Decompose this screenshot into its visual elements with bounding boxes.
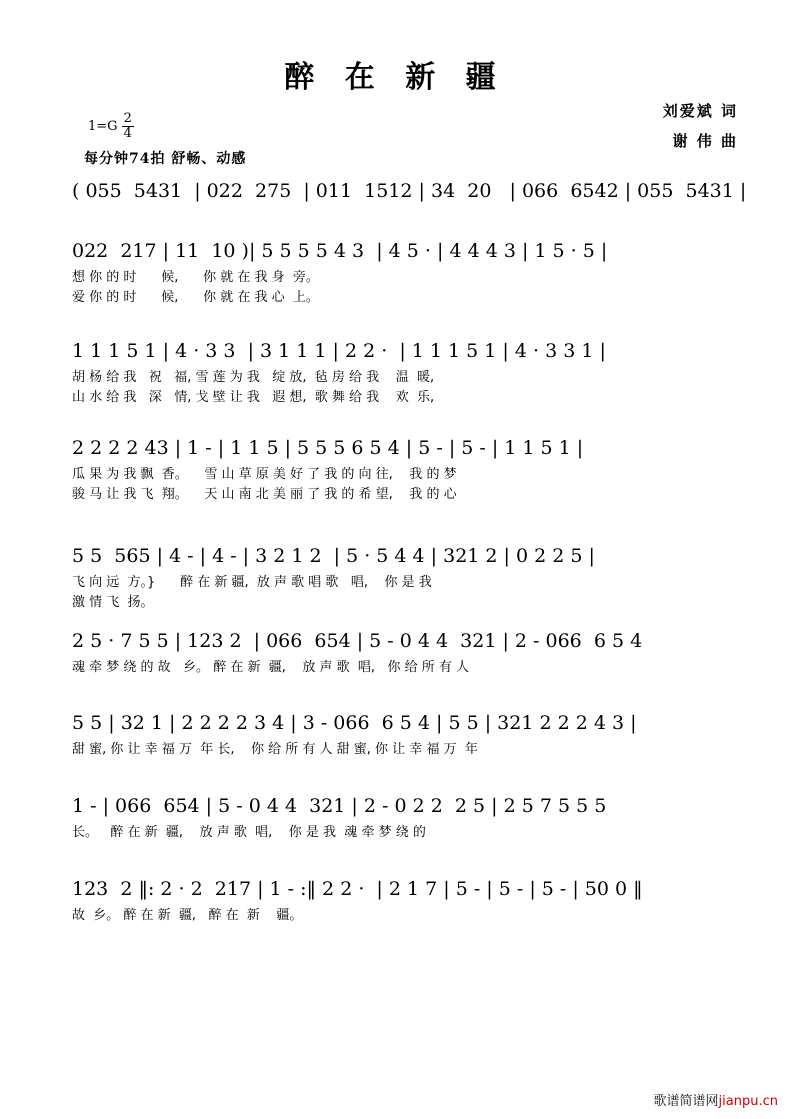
lyric-line-1: 长。 醉 在 新 疆, 放 声 歌 唱, 你 是 我 魂 牵 梦 绕 的 bbox=[72, 825, 426, 840]
note-row: 2 2 2 2 43 | 1 - | 1 1 5 | 5 5 5 6 5 4 | 5 - | 5 - | 1 1 5 1 | bbox=[72, 437, 584, 459]
note-row: 5 5 565 | 4 - | 4 - | 3 2 1 2 | 5 · 5 4 4 | 321 2 | 0 2 2 5 | bbox=[72, 545, 595, 567]
lyric-line-1: 故 乡。 醉 在 新 疆, 醉 在 新 疆。 bbox=[72, 908, 303, 923]
music-system-9 bbox=[72, 878, 738, 926]
lyric-line-2: 激 情 飞 扬。 bbox=[72, 595, 154, 610]
lyric-line-2: 山 水 给 我 深 情, 戈 壁 让 我 遐 想, 歌 舞 给 我 欢 乐, bbox=[72, 390, 435, 405]
lyric-line-2: 骏 马 让 我 飞 翔。 天 山 南 北 美 丽 了 我 的 希 望, 我 的 心 bbox=[72, 487, 457, 502]
lyric-line-1: 飞 向 远 方。} 醉 在 新 疆, 放 声 歌 唱 歌 唱, 你 是 我 bbox=[72, 575, 432, 590]
lyric-line-1: 想 你 的 时 候, 你 就 在 我 身 旁。 bbox=[72, 270, 319, 285]
watermark-url: jianpu.cn bbox=[718, 1094, 778, 1109]
music-system-6 bbox=[72, 630, 738, 678]
watermark-site-name: 歌谱简谱网 bbox=[653, 1094, 719, 1109]
music-system-8 bbox=[72, 795, 738, 843]
key-signature bbox=[88, 112, 134, 140]
lyric-line-1: 魂 牵 梦 绕 的 故 乡。 醉 在 新 疆, 放 声 歌 唱, 你 给 所 有 人 bbox=[72, 660, 469, 675]
page-title: 醉 在 新 疆 bbox=[284, 60, 506, 95]
lyric-line-2: 爱 你 的 时 候, 你 就 在 我 心 上。 bbox=[72, 290, 319, 305]
tempo-marking: 每分钟74拍 舒畅、动感 bbox=[84, 151, 247, 167]
music-system-7 bbox=[72, 712, 738, 760]
note-row: 022 217 | 11 10 )| 5 5 5 5 4 3 | 4 5 · | 4 4 4 3 | 1 5 · 5 | bbox=[72, 240, 608, 262]
time-signature-numerator: 2 bbox=[123, 111, 132, 126]
time-signature bbox=[122, 112, 134, 140]
credit-lyricist: 刘爱斌 词 bbox=[662, 102, 738, 120]
key-signature-label: 1=G bbox=[88, 118, 118, 134]
credit-composer: 谢 伟 曲 bbox=[672, 132, 738, 150]
note-row: 1 1 1 5 1 | 4 · 3 3 | 3 1 1 1 | 2 2 · | 1 1 1 5 1 | 4 · 3 3 1 | bbox=[72, 340, 606, 362]
note-row: 5 5 | 32 1 | 2 2 2 2 3 4 | 3 - 066 6 5 4 | 5 5 | 321 2 2 2 4 3 | bbox=[72, 712, 637, 734]
music-system-4 bbox=[72, 437, 738, 505]
note-row: 2 5 · 7 5 5 | 123 2 | 066 654 | 5 - 0 4 4 321 | 2 - 066 6 5 4 bbox=[72, 630, 643, 652]
music-system-1 bbox=[72, 180, 747, 206]
music-system-5 bbox=[72, 545, 738, 613]
note-row: 123 2 ‖: 2 · 2 217 | 1 - :‖ 2 2 · | 2 1 7 | 5 - | 5 - | 5 - | 50 0 ‖ bbox=[72, 878, 643, 900]
music-system-2 bbox=[72, 240, 738, 308]
lyric-line-1: 瓜 果 为 我 飘 香。 雪 山 草 原 美 好 了 我 的 向 往, 我 的 梦 bbox=[72, 467, 457, 482]
time-signature-denominator: 4 bbox=[123, 125, 132, 141]
note-row: ( 055 5431 | 022 275 | 011 1512 | 34 20 | 066 6542 | 055 5431 | bbox=[72, 180, 747, 202]
music-system-3 bbox=[72, 340, 738, 408]
watermark bbox=[654, 1090, 778, 1109]
note-row: 1 - | 066 654 | 5 - 0 4 4 321 | 2 - 0 2 2 2 5 | 2 5 7 5 5 5 bbox=[72, 795, 607, 817]
lyric-line-1: 胡 杨 给 我 祝 福, 雪 莲 为 我 绽 放, 毡 房 给 我 温 暖, bbox=[72, 370, 435, 385]
lyric-line-1: 甜 蜜, 你 让 幸 福 万 年 长, 你 给 所 有 人 甜 蜜, 你 让 幸 福 万 年 bbox=[72, 742, 478, 757]
